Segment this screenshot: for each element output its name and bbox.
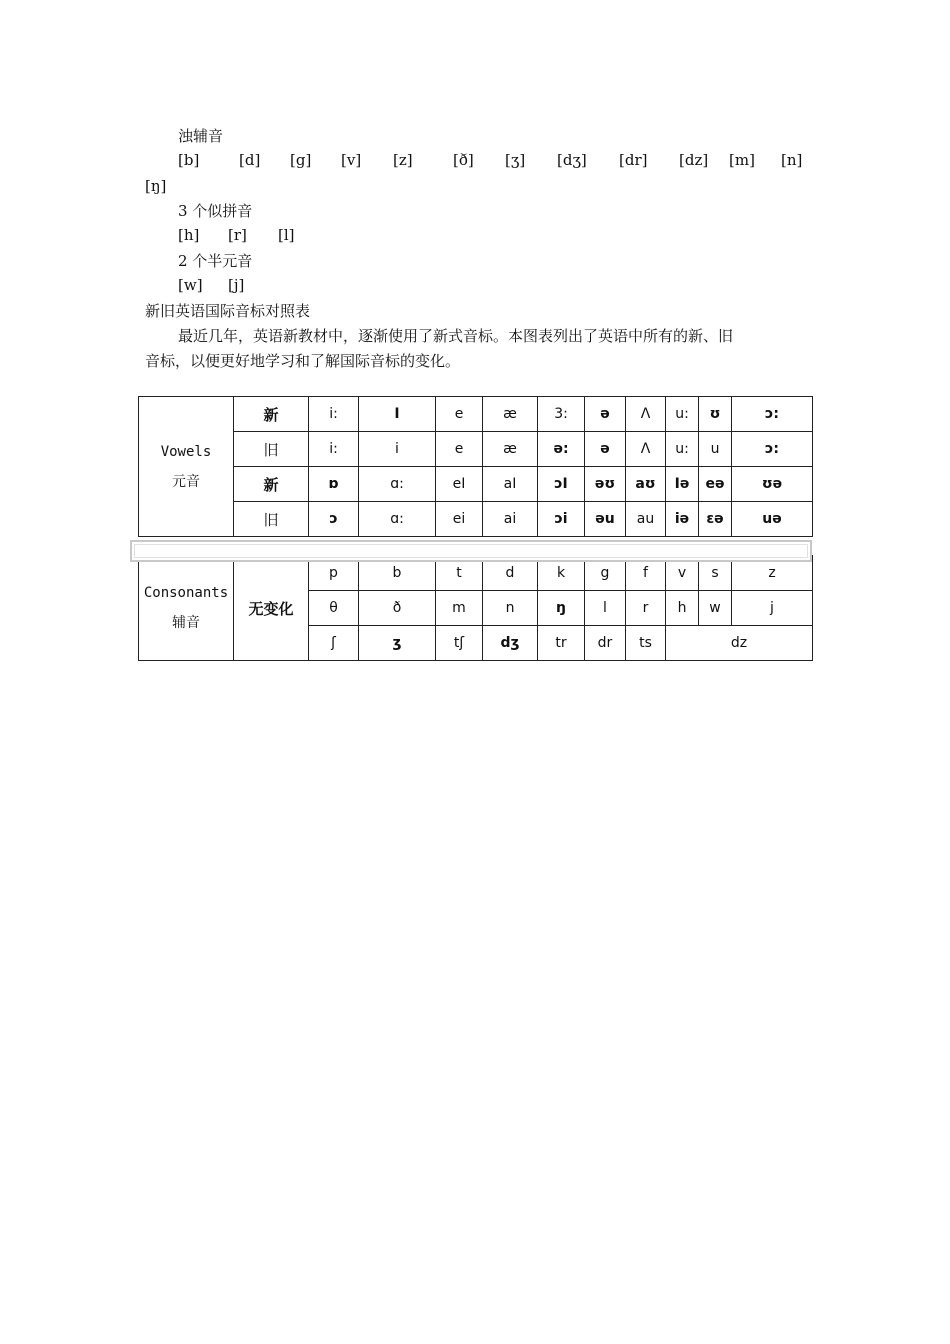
vowel-cell: aI <box>483 467 538 502</box>
vowel-row-old-1 <box>139 432 813 467</box>
unchanged-label: 无变化 <box>234 556 309 661</box>
vowel-cell: ə: <box>538 432 585 467</box>
consonant-cell: s <box>699 556 732 591</box>
vowel-cell: ɔ: <box>732 432 813 467</box>
vowel-cell: Λ <box>626 432 666 467</box>
voiced-symbol: [ʒ] <box>505 151 526 169</box>
vowel-cell: u: <box>666 432 699 467</box>
vowel-cell: Iə <box>666 467 699 502</box>
vowel-cell: i <box>359 432 436 467</box>
consonant-cell: ts <box>626 626 666 661</box>
vowel-cell: ɔ <box>309 502 359 537</box>
voiced-symbol: [g] <box>290 151 312 169</box>
vowel-cell: ɔI <box>538 467 585 502</box>
voiced-symbol: [b] <box>178 151 200 169</box>
vowel-cell: æ <box>483 432 538 467</box>
old-label: 旧 <box>234 432 309 467</box>
voiced-symbol: [dz] <box>679 151 709 169</box>
vowel-cell: ei <box>436 502 483 537</box>
voiced-symbol: [m] <box>729 151 755 169</box>
section-title: 新旧英语国际音标对照表 <box>145 302 311 320</box>
consonant-cell: dr <box>585 626 626 661</box>
consonant-cell: ʃ <box>309 626 359 661</box>
consonant-cell: g <box>585 556 626 591</box>
vowel-cell: iə <box>666 502 699 537</box>
consonant-cell: d <box>483 556 538 591</box>
vowel-row-new-1 <box>139 397 813 432</box>
consonant-cell: j <box>732 591 813 626</box>
voiced-symbol: [dʒ] <box>557 151 587 169</box>
intro-paragraph-line-2: 音标，以便更好地学习和了解国际音标的变化。 <box>145 352 461 370</box>
semi-symbol: [w] <box>178 276 203 294</box>
consonant-cell: l <box>585 591 626 626</box>
vowel-cell: 3: <box>538 397 585 432</box>
vowel-cell: i: <box>309 432 359 467</box>
vowel-row-old-2 <box>139 502 813 537</box>
consonant-cell: t <box>436 556 483 591</box>
ipa-comparison-table <box>138 396 813 661</box>
voiced-symbol: [dr] <box>619 151 648 169</box>
vowels-label-cn: 元音 <box>172 473 200 490</box>
consonant-cell: p <box>309 556 359 591</box>
semi-heading: 2 个半元音 <box>178 252 253 270</box>
consonant-cell: ʒ <box>359 626 436 661</box>
consonant-cell: w <box>699 591 732 626</box>
vowel-cell: ɔ: <box>732 397 813 432</box>
vowel-cell: au <box>626 502 666 537</box>
similar-symbol: [l] <box>278 226 295 244</box>
vowel-cell: Λ <box>626 397 666 432</box>
vowel-cell: ə <box>585 397 626 432</box>
consonant-cell: ð <box>359 591 436 626</box>
intro-paragraph-line-1: 最近几年，英语新教材中，逐渐使用了新式音标。本图表列出了英语中所有的新、旧 <box>178 327 734 345</box>
semi-symbol-row <box>0 276 950 296</box>
vowel-cell: e <box>436 397 483 432</box>
consonant-cell: tr <box>538 626 585 661</box>
consonant-cell: dʒ <box>483 626 538 661</box>
vowel-cell: ɔi <box>538 502 585 537</box>
vowel-cell: aʊ <box>626 467 666 502</box>
consonant-cell: θ <box>309 591 359 626</box>
vowel-cell: i: <box>309 397 359 432</box>
consonants-label-cn: 辅音 <box>172 615 200 631</box>
similar-heading: 3 个似拼音 <box>178 202 253 220</box>
consonant-cell: dz <box>666 626 813 661</box>
vowel-cell: əu <box>585 502 626 537</box>
voiced-symbol: [d] <box>239 151 261 169</box>
vowel-cell: æ <box>483 397 538 432</box>
consonant-cell: v <box>666 556 699 591</box>
voiced-symbol-wrap: [ŋ] <box>145 177 167 195</box>
vowel-cell: uə <box>732 502 813 537</box>
vowel-cell: eI <box>436 467 483 502</box>
vowel-cell: ai <box>483 502 538 537</box>
similar-symbol-row <box>0 226 950 246</box>
vowel-cell: u <box>699 432 732 467</box>
consonant-cell: m <box>436 591 483 626</box>
old-label: 旧 <box>234 502 309 537</box>
consonant-cell: tʃ <box>436 626 483 661</box>
consonant-cell: ŋ <box>538 591 585 626</box>
vowel-cell: ɑ: <box>359 502 436 537</box>
voiced-symbol: [ð] <box>453 151 474 169</box>
consonant-cell: b <box>359 556 436 591</box>
vowel-cell: ɛə <box>699 502 732 537</box>
vowels-label-cell <box>139 397 234 537</box>
vowel-cell: ɒ <box>309 467 359 502</box>
semi-symbol: [j] <box>228 276 245 294</box>
vowel-cell: e <box>436 432 483 467</box>
new-label: 新 <box>234 467 309 502</box>
consonants-label-cell <box>139 556 234 661</box>
voiced-symbol: [v] <box>341 151 362 169</box>
vowel-cell: əʊ <box>585 467 626 502</box>
vowel-cell: I <box>359 397 436 432</box>
voiced-heading: 浊辅音 <box>178 127 224 145</box>
consonant-cell: r <box>626 591 666 626</box>
voiced-symbol: [z] <box>393 151 413 169</box>
vowel-cell: u: <box>666 397 699 432</box>
consonant-cell: n <box>483 591 538 626</box>
vowels-label: Vowels <box>160 443 212 460</box>
consonant-cell: z <box>732 556 813 591</box>
consonant-cell: h <box>666 591 699 626</box>
vowel-cell: ʊə <box>732 467 813 502</box>
consonant-cell: f <box>626 556 666 591</box>
consonant-cell: k <box>538 556 585 591</box>
vowel-row-new-2 <box>139 467 813 502</box>
similar-symbol: [r] <box>228 226 247 244</box>
vowel-cell: eə <box>699 467 732 502</box>
consonants-label: Consonants <box>143 585 229 601</box>
new-label: 新 <box>234 397 309 432</box>
voiced-symbol: [n] <box>781 151 803 169</box>
similar-symbol: [h] <box>178 226 200 244</box>
vowel-cell: ɑ: <box>359 467 436 502</box>
vowel-cell: ʊ <box>699 397 732 432</box>
table-break-bar <box>130 540 812 562</box>
vowel-cell: ə <box>585 432 626 467</box>
voiced-symbol-row <box>0 151 950 171</box>
